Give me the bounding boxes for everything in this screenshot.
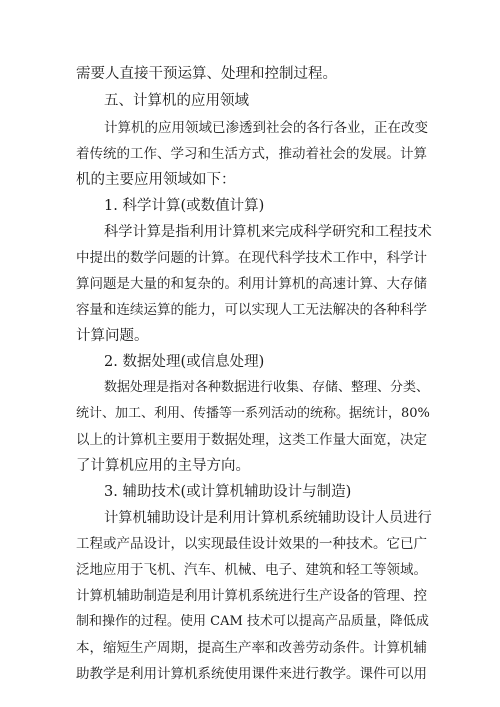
text-line: 容量和连续运算的能力，可以实现人工无法解决的各种科学 <box>76 302 427 318</box>
text-line: 机的主要应用领域如下： <box>76 172 236 188</box>
text-line: 数据处理是指对各种数据进行收集、存储、整理、分类、 <box>104 380 430 395</box>
text-line: 计算问题。 <box>76 328 149 344</box>
subsection-heading: 1. 科学计算(或数值计算) <box>104 198 265 214</box>
subsection-heading: 3. 辅助技术(或计算机辅助设计与制造) <box>104 484 352 500</box>
text-line: 着传统的工作、学习和生活方式，推动着社会的发展。计算 <box>76 146 427 162</box>
text-line: 泛地应用于飞机、汽车、机械、电子、建筑和轻工等领域。 <box>76 562 427 578</box>
text-line: 计算机辅助设计是利用计算机系统辅助设计人员进行 <box>104 510 432 526</box>
text-line: 了计算机应用的主导方向。 <box>76 458 250 474</box>
text-line: 本，缩短生产周期，提高生产率和改善劳动条件。计算机辅 <box>76 640 427 656</box>
text-line: 计算机的应用领域已渗透到社会的各行各业，正在改变 <box>104 120 428 136</box>
text-line: 统计、加工、利用、传播等一系列活动的统称。据统计，80% <box>76 406 430 421</box>
text-line: 科学计算是指利用计算机来完成科学研究和工程技术 <box>104 224 432 240</box>
section-heading: 五、计算机的应用领域 <box>104 93 249 109</box>
text-line: 算问题是大量的和复杂的。利用计算机的高速计算、大存储 <box>76 276 427 292</box>
text-line: 制和操作的过程。使用 CAM 技术可以提高产品质量，降低成 <box>76 614 429 629</box>
text-line: 助教学是利用计算机系统使用课件来进行教学。课件可以用 <box>76 666 427 682</box>
subsection-heading: 2. 数据处理(或信息处理) <box>104 354 265 370</box>
text-line: 中提出的数学问题的计算。在现代科学技术工作中，科学计 <box>76 250 427 266</box>
text-line: 以上的计算机主要用于数据处理，这类工作量大面宽，决定 <box>76 432 427 448</box>
text-line: 工程或产品设计，以实现最佳设计效果的一种技术。它已广 <box>76 536 427 552</box>
text-line: 需要人直接干预运算、处理和控制过程。 <box>76 66 337 82</box>
text-line: 计算机辅助制造是利用计算机系统进行生产设备的管理、控 <box>76 588 427 604</box>
